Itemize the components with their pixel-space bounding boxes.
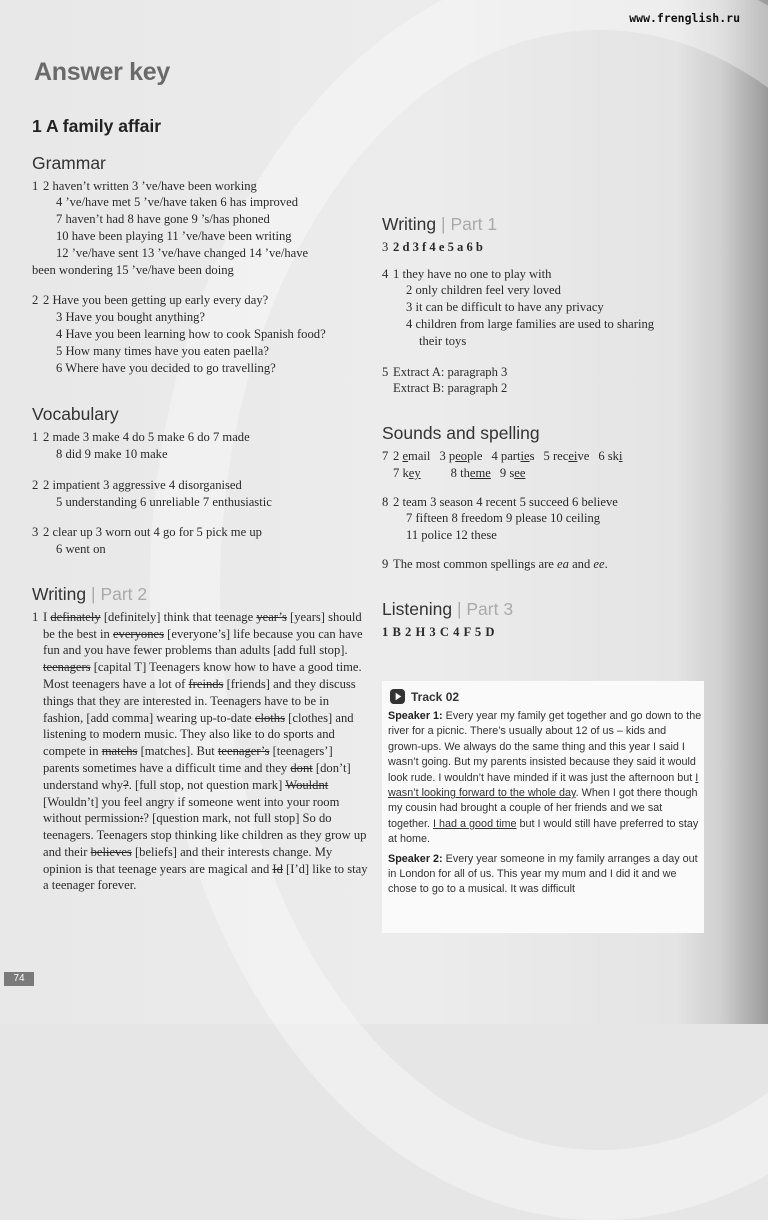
- vocabulary-heading: Vocabulary: [32, 404, 119, 425]
- answer-line: 12 ’ve/have sent 13 ’ve/have changed 14 ’ve/have: [56, 245, 309, 260]
- sounds-exercise-7: 7 2 email 3 people 4 parties 5 receive 6 ski 7 key 8 theme 9 see: [382, 448, 707, 482]
- answer-line: 3 it can be difficult to have any privacy: [406, 300, 604, 315]
- speaker-2-transcript: Speaker 2: Every year someone in my family arranges a day out in London for all of us. This year my mum and I did it and we chose to go to a musical. It was difficult: [388, 852, 698, 896]
- essay-segment: [clothes] and listening to modern music. They also like to do sports and compete in: [43, 710, 354, 759]
- deleted-text: matchs: [101, 744, 138, 759]
- essay-segment: [friends] and they discuss things that they are interested in. Teenagers have to be in fashion, [add comma] wearing up-to-date: [43, 676, 356, 725]
- spelling-word: 2 email: [393, 448, 431, 463]
- deleted-text: :: [139, 811, 144, 826]
- spelling-word: 4 parties: [491, 448, 535, 463]
- essay-segment: [years] should be the best in: [43, 609, 362, 641]
- spelling-word: 7 key: [393, 465, 421, 480]
- listening-answers: 1 B 2 H 3 C 4 F 5 D: [382, 624, 495, 639]
- spelling-word: 6 ski: [598, 448, 623, 463]
- play-icon[interactable]: [390, 689, 405, 704]
- answer-line: 2 d 3 f 4 e 5 a 6 b: [393, 239, 483, 254]
- corrected-essay: [43, 609, 370, 893]
- deleted-text: believes: [90, 844, 132, 859]
- deleted-text: dont: [290, 760, 313, 775]
- listening-heading: Listening | Part 3: [382, 598, 514, 619]
- answer-line: 2 only children feel very loved: [406, 283, 561, 298]
- answer-line: Extract B: paragraph 2: [393, 381, 508, 396]
- site-url[interactable]: www.frenglish.ru: [629, 11, 740, 25]
- writing-part2-heading: Writing | Part 2: [32, 583, 148, 604]
- answer-line: been wondering 15 ’ve/have been doing: [32, 262, 234, 277]
- page-title: Answer key: [34, 58, 170, 86]
- writing-part1-exercise-5: 5 Extract A: paragraph 3 Extract B: paragraph 2: [382, 364, 707, 398]
- answer-line: 2 haven’t written 3 ’ve/have been working: [43, 178, 257, 193]
- essay-segment: I: [43, 609, 51, 624]
- answer-line: their toys: [419, 333, 467, 348]
- deleted-text: teenagers: [43, 660, 91, 675]
- answer-line: 2 team 3 season 4 recent 5 succeed 6 believe: [393, 494, 618, 509]
- essay-segment: [matches]. But: [137, 744, 218, 759]
- underlined-spellings: [393, 448, 707, 482]
- deleted-text: Id: [272, 861, 283, 876]
- answer-line: 2 clear up 3 worn out 4 go for 5 pick me up: [43, 525, 262, 540]
- grammar-heading: Grammar: [32, 152, 106, 173]
- sounds-exercise-8: 8 2 team 3 season 4 recent 5 succeed 6 believe 7 fifteen 8 freedom 9 please 10 ceiling 11 police 12 these: [382, 494, 707, 544]
- essay-segment: . [full stop, not question mark]: [128, 777, 286, 792]
- vocabulary-exercise-3: 3 2 clear up 3 worn out 4 go for 5 pick me up 6 went on: [32, 524, 370, 558]
- deleted-text: everyones: [112, 626, 165, 641]
- answer-line: 5 understanding 6 unreliable 7 enthusiastic: [56, 494, 272, 509]
- answer-line: 7 haven’t had 8 have gone 9 ’s/has phoned: [56, 212, 270, 227]
- answer-line: 8 did 9 make 10 make: [56, 446, 168, 461]
- deleted-text: teenager’s: [217, 744, 270, 759]
- deleted-text: freinds: [188, 676, 224, 691]
- answer-line: 2 Have you been getting up early every day?: [43, 293, 269, 308]
- essay-segment: [Wouldn’t] you feel angry if someone went into your room without permission: [43, 794, 340, 826]
- vocabulary-exercise-1: 1 2 made 3 make 4 do 5 make 6 do 7 made 8 did 9 make 10 make: [32, 429, 370, 463]
- answer-line: 2 made 3 make 4 do 5 make 6 do 7 made: [43, 430, 250, 445]
- writing-part1-heading: Writing | Part 1: [382, 214, 498, 234]
- answer-line: 6 Where have you decided to go travelling?: [56, 360, 276, 375]
- essay-text: [43, 609, 370, 893]
- answer-line: 11 police 12 these: [406, 528, 497, 543]
- essay-segment: [teenagers’] parents sometimes have a difficult time and they: [43, 744, 333, 775]
- answer-line: 10 have been playing 11 ’ve/have been writing: [56, 228, 292, 243]
- grammar-exercise-2: 2 2 Have you been getting up early every day? 3 Have you bought anything? 4 Have you been learning how to cook Spanish food? 5 How many times have you eaten paella? 6 Where have you decided to go travelling?: [32, 292, 370, 376]
- spelling-word: 9 see: [499, 465, 526, 480]
- sounds-spelling-heading: Sounds and spelling: [382, 423, 540, 444]
- spelling-word: 8 theme: [450, 465, 491, 480]
- essay-segment: [everyone’s] life because you can have fun and you have fewer problems than adults [add full stop].: [43, 626, 363, 658]
- essay-segment: [beliefs] and their interests change. My opinion is that teenage years are magical and: [43, 844, 333, 876]
- answer-line: 1 they have no one to play with: [393, 266, 552, 281]
- answer-line: Extract A: paragraph 3: [393, 364, 508, 379]
- answer-line: 6 went on: [56, 542, 106, 557]
- essay-segment: [definitely] think that teenage: [100, 609, 257, 624]
- writing-part1-exercise-3: 3 2 d 3 f 4 e 5 a 6 b: [382, 239, 483, 254]
- left-column: [32, 118, 370, 907]
- deleted-text: cloths: [254, 710, 286, 725]
- answer-line: 5 How many times have you eaten paella?: [56, 343, 269, 358]
- answer-line: 4 ’ve/have met 5 ’ve/have taken 6 has improved: [56, 195, 298, 210]
- deleted-text: Wouldnt: [285, 777, 329, 792]
- deleted-text: definately: [50, 609, 101, 624]
- answer-line: 3 Have you bought anything?: [56, 310, 205, 325]
- page-number: 74: [4, 972, 34, 986]
- answer-line: 4 Have you been learning how to cook Spanish food?: [56, 326, 326, 341]
- essay-segment: [I’d] like to stay a teenager forever.: [43, 861, 368, 893]
- essay-segment: [capital T] Teenagers know how to have a good time. Most teenagers have a lot of: [43, 660, 362, 691]
- answer-line: 7 fifteen 8 freedom 9 please 10 ceiling: [406, 511, 601, 526]
- writing-part2-exercise-1: 1 I definately [definitely] think that teenage year’s [years] should be the best in everyones [everyone’s] life because you can have fun and you have fewer problems than adults [add full stop]. teenagers [capital T] Teenagers know how to have a good time. Most teenagers have a lot of freinds [friends] and they discuss things that they are interested in. Teenagers have to be in fashion, [add comma] wearing up-to-date cloths [clothes] and listening to modern music. They also like to do sports and compete in matchs [matches]. But teenager’s [teenagers’] parents sometimes have a difficult time and they dont [don’t] understand why?. [full stop, not question mark] Wouldnt [Wouldn’t] you feel angry if someone went into your room without permission:? [question mark, not full stop] So do teenagers. Teenagers stop thinking like children as they grow up and their believes [beliefs] and their interests change. My opinion is that teenage years are magical and Id [I’d] like to stay a teenager forever.: [32, 609, 370, 893]
- sounds-exercise-9: 9 The most common spellings are ea and ee.: [382, 556, 608, 571]
- grammar-exercise-1: 1 2 haven’t written 3 ’ve/have been working 4 ’ve/have met 5 ’ve/have taken 6 has improved 7 haven’t had 8 have gone 9 ’s/has phoned 10 have been playing 11 ’ve/have been writing 12 ’ve/have sent 13 ’ve/have changed 14 ’ve/have been wondering 15 ’ve/have been doing: [32, 178, 370, 279]
- track-header: [382, 681, 704, 704]
- speaker-1-transcript: Speaker 1: Every year my family get together and go down to the river for a picnic. There’s usually about 12 of us – kids and grown-ups. We always do the same thing and this year I said I wasn’t going. But my parents insisted because they said it would look rude. I wouldn’t have minded if it was just the afternoon but I wasn’t looking forward to the whole day. When I got there though my cousin had brought a couple of her friends and we sat together. I had a good time but I would still have preferred to stay at home.: [388, 710, 702, 846]
- track-label: Track 02: [411, 689, 460, 704]
- spelling-word: 3 people: [439, 448, 483, 463]
- corrected-essay-continued: [397, 120, 707, 188]
- audio-transcript-box: [382, 681, 704, 933]
- answer-line: 4 children from large families are used to sharing: [406, 316, 655, 331]
- essay-segment: [don’t] understand why: [43, 760, 351, 792]
- spelling-word: 5 receive: [543, 448, 590, 463]
- unit-title: 1 A family affair: [32, 116, 162, 136]
- deleted-text: year’s: [256, 609, 287, 624]
- right-column: [382, 120, 707, 640]
- deleted-text: ?: [123, 777, 129, 792]
- vocabulary-exercise-2: 2 2 impatient 3 aggressive 4 disorganised 5 understanding 6 unreliable 7 enthusiastic: [32, 477, 370, 511]
- essay-text: [397, 120, 707, 122]
- writing-part1-exercise-4: 4 1 they have no one to play with 2 only children feel very loved 3 it can be difficult to have any privacy 4 children from large families are used to sharing their toys: [382, 266, 707, 350]
- essay-segment: ? [question mark, not full stop] So do teenagers. Teenagers stop thinking like children as they grow up and their: [43, 811, 367, 859]
- answer-line: 2 impatient 3 aggressive 4 disorganised: [43, 477, 242, 492]
